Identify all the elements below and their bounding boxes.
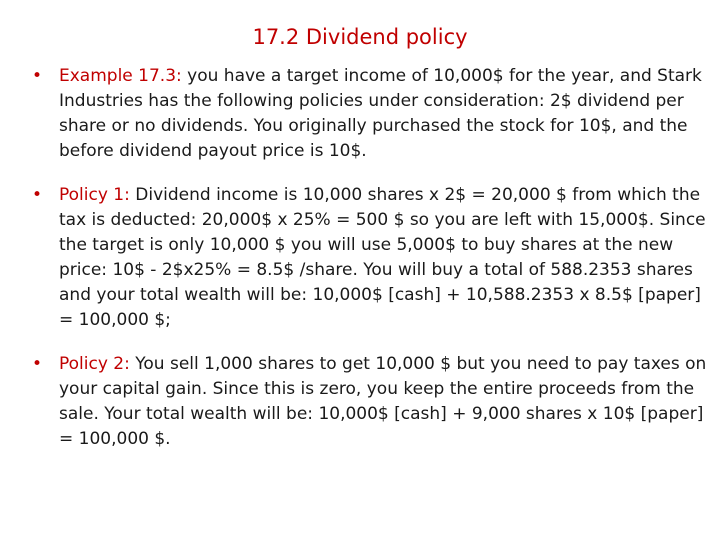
- bullet-example: [32, 64, 708, 164]
- bullet-policy-1: [32, 183, 708, 333]
- bullet-dot-icon: •: [32, 66, 43, 86]
- bullet-policy-2: [32, 352, 708, 452]
- bullet-lead: Policy 2:: [59, 354, 130, 374]
- bullet-dot-icon: •: [32, 185, 43, 205]
- bullet-dot-icon: •: [32, 354, 43, 374]
- slide-title: 17.2 Dividend policy: [252, 25, 468, 49]
- bullet-lead: Example 17.3:: [59, 66, 182, 86]
- bullet-lead: Policy 1:: [59, 185, 130, 205]
- bullet-list: [32, 64, 708, 471]
- bullet-text: You sell 1,000 shares to get 10,000 $ but you need to pay taxes on your capital gain. Since this is zero, you keep the entire proceeds from the sale. Your total wealth will be: 10,000$ [cash] + 9,000 shares x 10$ [paper] = 100,000 $.: [59, 354, 707, 449]
- bullet-text: you have a target income of 10,000$ for the year, and Stark Industries has the following policies under consideration: 2$ dividend per share or no dividends. You originally purchased the stock for 10$, and the before dividend payout price is 10$.: [59, 66, 702, 161]
- bullet-text: Dividend income is 10,000 shares x 2$ = 20,000 $ from which the tax is deducted: 20,000$ x 25% = 500 $ so you are left with 15,000$. Since the target is only 10,000 $ you will use 5,000$ to buy shares at the new price: 10$ - 2$x25% = 8.5$ /share. You will buy a total of 588.2353 shares and your total wealth will be: 10,000$ [cash] + 10,588.2353 x 8.5$ [paper] = 100,000 $;: [59, 185, 706, 330]
